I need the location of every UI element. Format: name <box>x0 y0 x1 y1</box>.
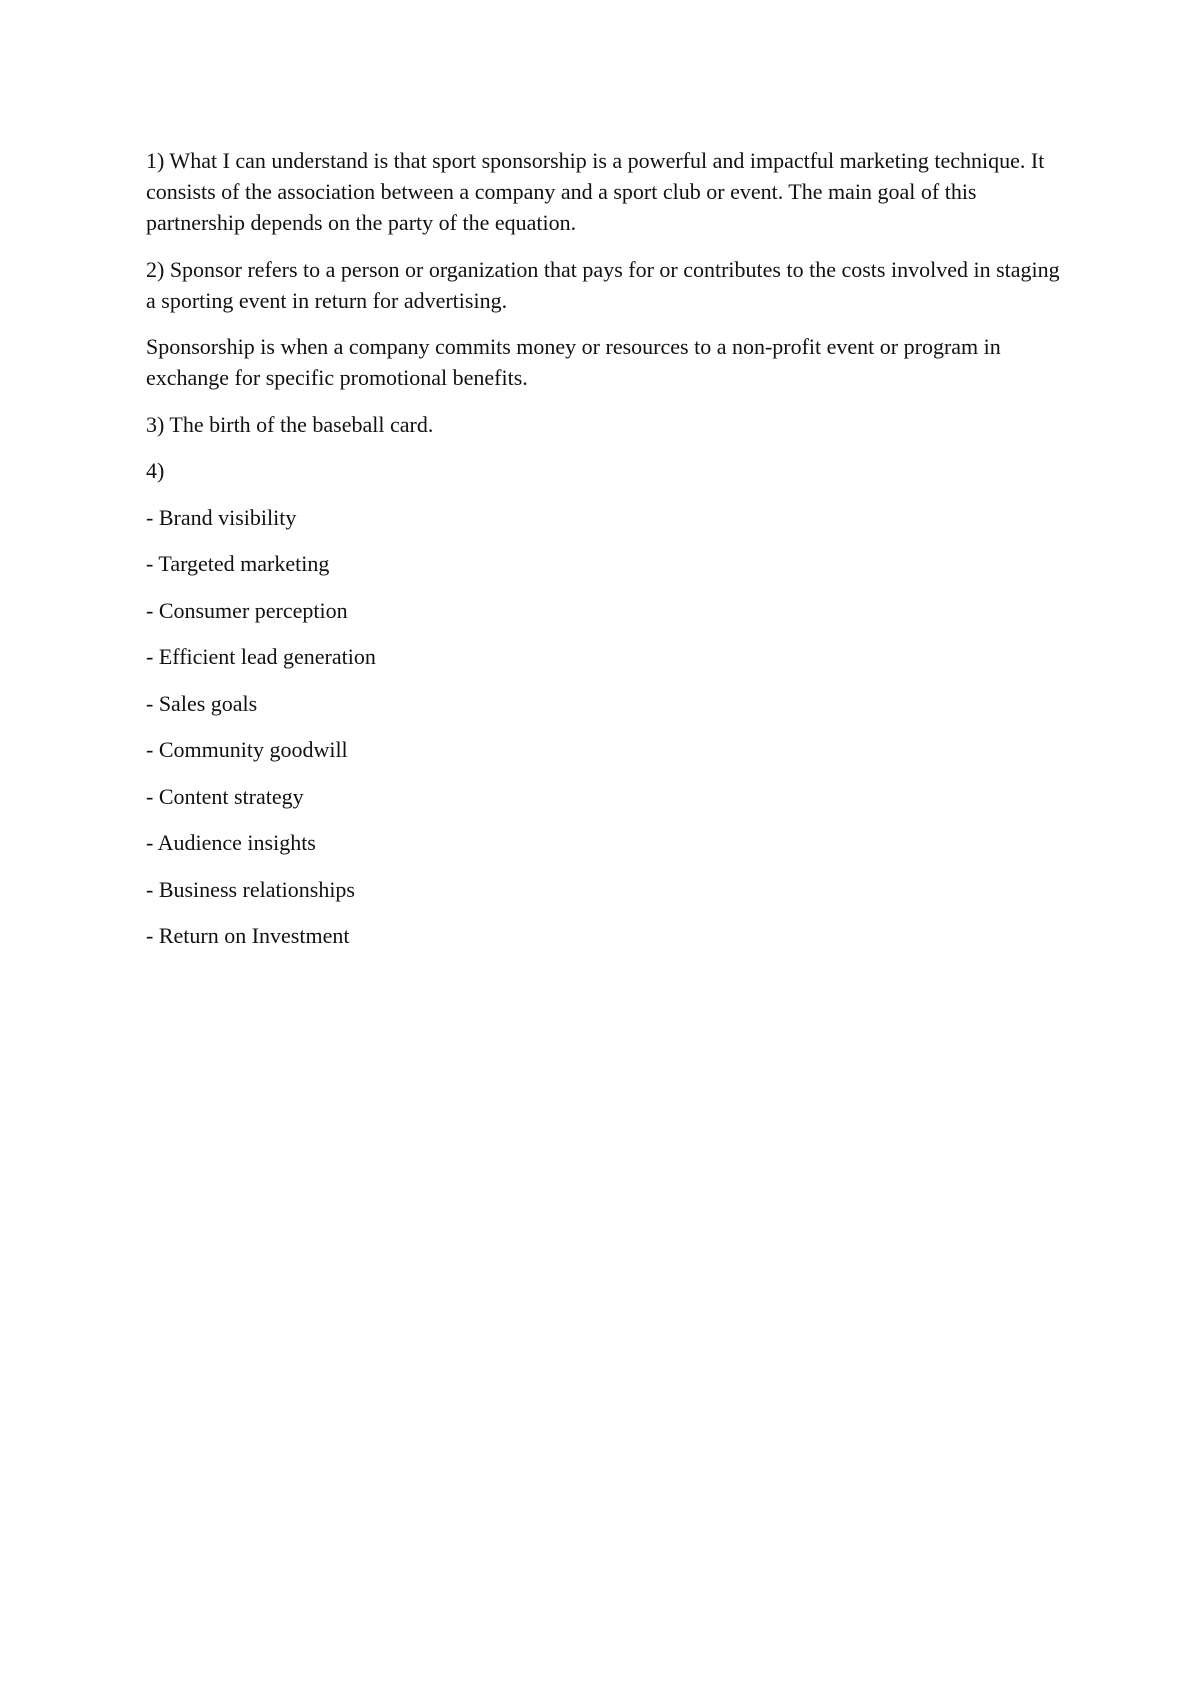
list-item: - Consumer perception <box>146 597 348 623</box>
sponsorship-definition-paragraph: Sponsorship is when a company commits money or resources to a non-profit event or program in exchange for specific promotional benefits. <box>146 334 1001 390</box>
benefits-list <box>146 502 1066 952</box>
list-item: - Audience insights <box>146 830 316 855</box>
list-item: - Targeted marketing <box>146 551 330 576</box>
list-item: - Return on Investment <box>146 923 350 948</box>
answer-4-heading: 4) <box>146 458 165 483</box>
list-item: - Efficient lead generation <box>146 644 376 669</box>
answer-3-paragraph: 3) The birth of the baseball card. <box>146 411 434 437</box>
list-item: - Brand visibility <box>146 504 297 530</box>
list-item: - Community goodwill <box>146 737 348 762</box>
list-item: - Sales goals <box>146 690 258 716</box>
list-item: - Business relationships <box>146 876 355 902</box>
answer-2-paragraph: 2) Sponsor refers to a person or organization that pays for or contributes to the costs involved in staging a sporting event in return for advertising. <box>146 256 1060 313</box>
list-item: - Content strategy <box>146 783 304 809</box>
document-body <box>146 145 1066 967</box>
answer-1-paragraph: 1) What I can understand is that sport sponsorship is a powerful and impactful marketing technique. It consists of the association between a company and a sport club or event. The main goal of this partnership depends on the party of the equation. <box>146 148 1045 235</box>
